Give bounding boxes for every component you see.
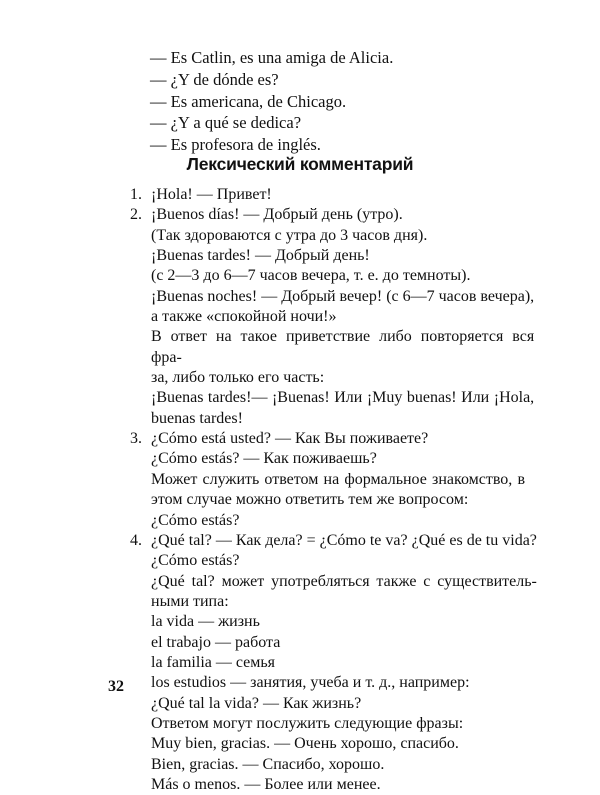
- item-number: 4.: [130, 531, 142, 549]
- text-line: (с 2—3 до 6—7 часов вечера, т. е. до темноты).: [151, 267, 471, 285]
- item-number: 1.: [130, 186, 142, 203]
- dialog-line: — ¿Y de dónde es?: [150, 69, 279, 89]
- text-line: ¿Cómo estás?: [151, 552, 240, 570]
- dialog-line: — Es americana, de Chicago.: [150, 91, 347, 111]
- item-number: 3.: [130, 430, 142, 448]
- text-line: ¿Qué tal? — Как дела? = ¿Cómo te va? ¿Qué es de tu vida?: [151, 531, 537, 549]
- section-heading: Лексический комментарий: [186, 154, 414, 174]
- text-line: ¿Cómo estás? — Как поживаешь?: [151, 450, 377, 468]
- text-line: Bien, gracias. — Спасибо, хорошо.: [151, 755, 385, 773]
- text-line: el trabajo — работа: [151, 633, 281, 651]
- text-line: la vida — жизнь: [151, 613, 260, 631]
- text-line: ¿Qué tal la vida? — Как жизнь?: [151, 694, 362, 712]
- text-line: В ответ на такое приветствие либо повторяется вся фра-: [151, 328, 535, 366]
- text-line: los estudios — занятия, учеба и т. д., например:: [151, 674, 470, 692]
- item-text: [151, 185, 525, 205]
- text-line: ¿Cómo está usted? — Как Вы поживаете?: [151, 430, 429, 448]
- text-line: Más o menos. — Более или менее.: [151, 775, 381, 793]
- text-line: Muy bien, gracias. — Очень хорошо, спасибо.: [151, 735, 459, 753]
- text-line: buenas tardes!: [151, 409, 243, 427]
- item-number: 2.: [130, 206, 142, 224]
- text-line: ¡Buenas tardes!— ¡Buenas! Или ¡Muy buenas! Или ¡Hola,: [151, 389, 535, 407]
- commentary-item: [130, 429, 525, 531]
- item-text: [151, 205, 534, 429]
- text-line: а также «спокойной ночи!»: [151, 308, 337, 326]
- commentary-item: [130, 531, 537, 795]
- text-line: ¿Cómo estás?: [151, 511, 240, 529]
- text-line: ¡Hola! — Привет!: [151, 186, 272, 203]
- text-line: этом случае можно ответить тем же вопросом:: [151, 491, 469, 509]
- text-line: Ответом могут послужить следующие фразы:: [151, 714, 464, 732]
- dialog-line: — Es Catlin, es una amiga de Alicia.: [150, 48, 394, 67]
- commentary-item: [130, 205, 535, 429]
- text-line: за, либо только его часть:: [151, 369, 325, 387]
- text-line: Может служить ответом на формальное знакомство, в: [151, 470, 525, 488]
- text-line: la familia — семья: [151, 653, 276, 671]
- dialog-line: — ¿Y a qué se dedica?: [150, 113, 302, 133]
- commentary-list: [130, 185, 537, 795]
- text-line: ¡Buenas noches! — Добрый вечер! (с 6—7 часов вечера),: [151, 287, 535, 305]
- commentary-item: [130, 185, 525, 205]
- item-text: [151, 429, 525, 531]
- text-line: ¡Buenos días! — Добрый день (утро).: [151, 206, 403, 224]
- text-line: ными типа:: [151, 592, 229, 610]
- page-number: 32: [108, 678, 124, 695]
- dialog-block: [150, 47, 393, 156]
- text-line: ¡Buenas tardes! — Добрый день!: [151, 247, 370, 265]
- item-text: [151, 531, 537, 795]
- text-line: (Так здороваются с утра до 3 часов дня).: [151, 226, 428, 244]
- text-line: ¿Qué tal? может употребляться также с существитель-: [151, 572, 537, 590]
- dialog-line: — Es profesora de inglés.: [150, 135, 321, 155]
